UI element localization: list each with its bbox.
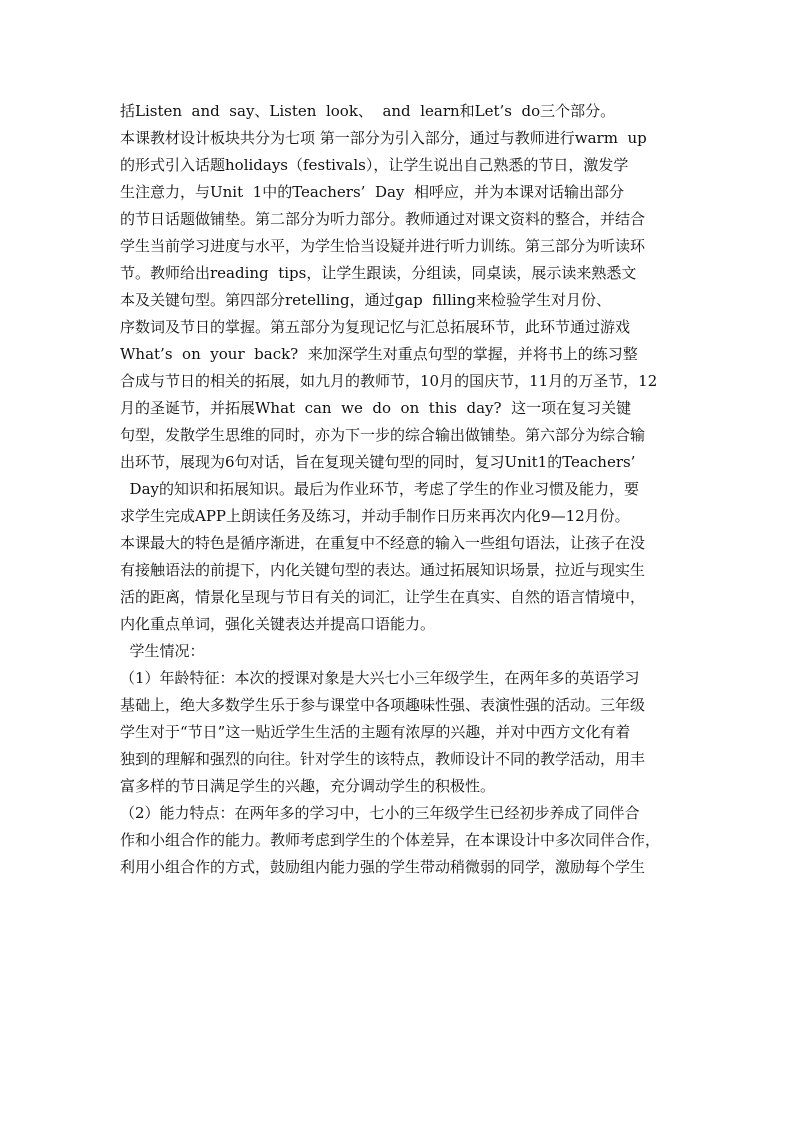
text-line: 内化重点单词，强化关键表达并提高口语能力。 [120,615,436,633]
text-line: （1）年龄特征：本次的授课对象是大兴七小三年级学生，在两年多的英语学习 [120,669,640,687]
text-line: 的节日话题做铺垫。第二部分为听力部分。教师通过对课文资料的整合，并结合 [120,210,646,228]
text-line: 合成与节日的相关的拓展，如九月的教师节，10月的国庆节，11月的万圣节，12 [120,372,658,390]
text-line: 本课最大的特色是循序渐进，在重复中不经意的输入一些组句语法，让孩子在没 [120,534,646,552]
text-line: 富多样的节日满足学生的兴趣，充分调动学生的积极性。 [120,777,496,795]
text-line: 出环节，展现为6句对话，旨在复现关键句型的同时，复习Unit1的Teachers’ [120,453,636,471]
text-line: 独到的理解和强烈的向往。针对学生的该特点，教师设计不同的教学活动，用丰 [120,750,646,768]
text-line: 句型，发散学生思维的同时，亦为下一步的综合输出做铺垫。第六部分为综合输 [120,426,646,444]
text-line: 括Listen and say、Listen look、 and learn和Let’s do三个部分。 [120,102,616,120]
section-heading: 学生情况： [120,642,205,660]
text-line: 序数词及节日的掌握。第五部分为复现记忆与汇总拓展环节，此环节通过游戏 [120,318,631,336]
text-line: What’s on your back? 来加深学生对重点句型的掌握，并将书上的练习整 [120,345,638,363]
text-line: 学生对于“节日”这一贴近学生生活的主题有浓厚的兴趣，并对中西方文化有着 [120,723,631,741]
body-text [120,98,680,881]
text-line: 利用小组合作的方式，鼓励组内能力强的学生带动稍微弱的同学，激励每个学生 [120,858,646,876]
text-line: 生注意力，与Unit 1中的Teachers’ Day 相呼应，并为本课对话输出部分 [120,183,624,201]
text-line: 作和小组合作的能力。教师考虑到学生的个体差异，在本课设计中多次同伴合作， [120,831,661,849]
text-line: Day的知识和拓展知识。最后为作业环节，考虑了学生的作业习惯及能力，要 [120,480,639,498]
text-line: （2）能力特点：在两年多的学习中，七小的三年级学生已经初步养成了同伴合 [120,804,640,822]
text-line: 本及关键句型。第四部分retelling，通过gap filling来检验学生对月份、 [120,291,611,309]
text-line: 有接触语法的前提下，内化关键句型的表达。通过拓展知识场景，拉近与现实生 [120,561,646,579]
text-line: 的形式引入话题holidays（festivals），让学生说出自己熟悉的节日，激发学 [120,156,629,174]
text-line: 本课教材设计板块共分为七项 第一部分为引入部分，通过与教师进行warm up [120,129,647,147]
text-line: 节。教师给出reading tips，让学生跟读，分组读，同桌读，展示读来熟悉文 [120,264,637,282]
text-line: 月的圣诞节，并拓展What can we do on this day? 这一项在复习关键 [120,399,632,417]
text-line: 活的距离，情景化呈现与节日有关的词汇，让学生在真实、自然的语言情境中， [120,588,646,606]
text-line: 学生当前学习进度与水平，为学生恰当设疑并进行听力训练。第三部分为听读环 [120,237,646,255]
text-line: 求学生完成APP上朗读任务及练习，并动手制作日历来再次内化9—12月份。 [120,507,630,525]
text-line: 基础上，绝大多数学生乐于参与课堂中各项趣味性强、表演性强的活动。三年级 [120,696,646,714]
